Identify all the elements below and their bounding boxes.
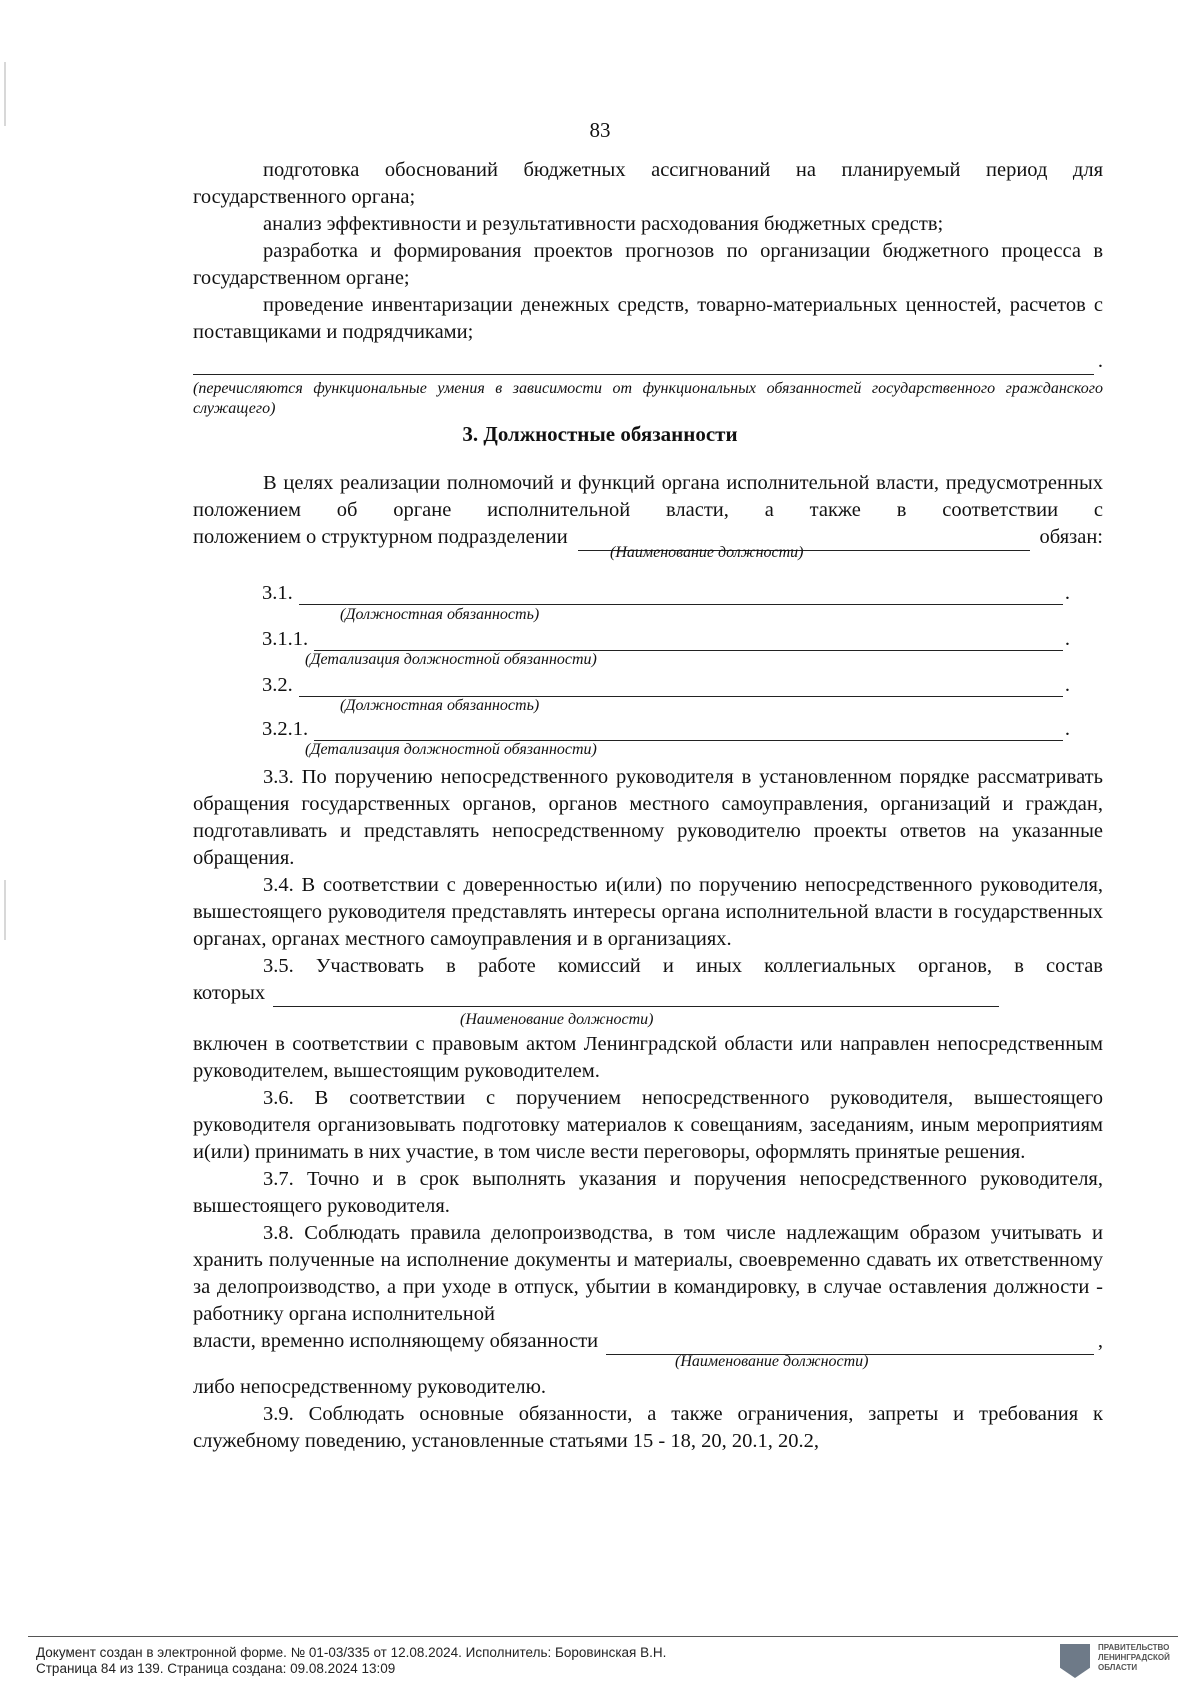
duty-hint: (Должностная обязанность) bbox=[340, 697, 540, 714]
duty-hint: (Должностная обязанность) bbox=[340, 606, 540, 623]
acting-position-hint: (Наименование должности) bbox=[675, 1353, 869, 1370]
duty-3-6: 3.6. В соответствии с поручением непосредственного руководителя, вышестоящего руководителя организовывать подготовку материалов к совещаниям, заседаниям, иным мероприятиям и(или) принимать в них участие, в том числе вести переговоры, оформлять принятые решения. bbox=[193, 1087, 1103, 1163]
duty-3-8-rest: либо непосредственному руководителю. bbox=[193, 1376, 547, 1398]
duty-3-3: 3.3. По поручению непосредственного руководителя в установленном порядке рассматривать обращения государственных органов, органов местного самоуправления, организаций и граждан, подготавливать и представлять непосредственному руководителю проекты ответов на указанные обращения. bbox=[193, 766, 1103, 869]
section-intro-text: В целях реализации полномочий и функций органа исполнительной власти, предусмотренных положением об органе исполнительной власти, а также в соответствии с bbox=[193, 472, 1103, 521]
coat-of-arms-icon bbox=[1060, 1644, 1090, 1678]
duty-row: 3.2.1. . bbox=[262, 718, 1070, 740]
duty-3-7: 3.7. Точно и в срок выполнять указания и поручения непосредственного руководителя, вышестоящего руководителя. bbox=[193, 1168, 1103, 1217]
skills-blank-row: . bbox=[193, 348, 1103, 375]
logo-text: ПРАВИТЕЛЬСТВО ЛЕНИНГРАДСКОЙ ОБЛАСТИ bbox=[1098, 1643, 1170, 1672]
skill-item: подготовка обоснований бюджетных ассигнований на планируемый период для государственного органа; bbox=[193, 159, 1103, 208]
footer-rule bbox=[28, 1636, 1178, 1637]
committee-hint: (Наименование должности) bbox=[460, 1011, 654, 1028]
skills-blank-line bbox=[193, 353, 1094, 375]
duty-row: 3.1. . bbox=[262, 582, 1070, 604]
footer-line-2: Страница 84 из 139. Страница создана: 09.08.2024 13:09 bbox=[36, 1661, 396, 1676]
scan-margin-mark bbox=[4, 880, 6, 940]
section-title: 3. Должностные обязанности bbox=[462, 422, 738, 446]
duty-hint: (Детализация должностной обязанности) bbox=[305, 651, 597, 668]
duty-blank-line bbox=[314, 719, 1063, 741]
duty-hint: (Детализация должностной обязанности) bbox=[305, 741, 597, 758]
duty-3-8: 3.8. Соблюдать правила делопроизводства, в том числе надлежащим образом учитывать и хранить полученные на исполнение документы и материалы, своевременно сдавать их ответственному за делопроизводство, а при уходе в отпуск, убытии в командировку, в случае оставления должности - работнику органа исполнительной bbox=[193, 1222, 1103, 1325]
duty-3-5-rest: включен в соответствии с правовым актом Ленинградской области или направлен непосредственным руководителем, вышестоящим руководителем. bbox=[193, 1033, 1103, 1082]
duties-block-b bbox=[193, 1031, 1103, 1355]
position-hint: (Наименование должности) bbox=[610, 544, 804, 561]
skills-note: (перечисляются функциональные умения в зависимости от функциональных обязанностей государственного гражданского служащего) bbox=[193, 380, 1103, 417]
skill-item: проведение инвентаризации денежных средств, товарно-материальных ценностей, расчетов с поставщиками и подрядчиками; bbox=[193, 294, 1103, 343]
duty-row: 3.2. . bbox=[262, 674, 1070, 696]
section-intro-last-line: положением о структурном подразделении обязан: bbox=[193, 524, 1103, 551]
duty-blank-line bbox=[299, 675, 1063, 697]
duty-blank-line bbox=[314, 629, 1063, 651]
section-intro bbox=[193, 470, 1103, 551]
skill-item: анализ эффективности и результативности расходования бюджетных средств; bbox=[263, 213, 944, 235]
duty-3-8-blank-row: власти, временно исполняющему обязанности , bbox=[193, 1328, 1103, 1355]
duty-3-4: 3.4. В соответствии с доверенностью и(или) по поручению непосредственного руководителя, вышестоящего руководителя представлять интересы органа исполнительной власти в государственных органах, органах местного самоуправления и в организациях. bbox=[193, 874, 1103, 950]
page-number: 83 bbox=[589, 118, 611, 142]
duty-3-5-first: 3.5. Участвовать в работе комиссий и иных коллегиальных органов, в состав bbox=[263, 955, 1103, 977]
scan-margin-mark bbox=[4, 62, 6, 126]
duty-row: 3.1.1. . bbox=[262, 628, 1070, 650]
acting-position-blank-line bbox=[606, 1333, 1094, 1355]
duties-block-c bbox=[193, 1374, 1103, 1455]
footer-line-1: Документ создан в электронной форме. № 01-03/335 от 12.08.2024. Исполнитель: Боровинская В.Н. bbox=[36, 1645, 667, 1660]
duty-3-5-blank-row: которых bbox=[193, 980, 1003, 1007]
duty-3-9: 3.9. Соблюдать основные обязанности, а также ограничения, запреты и требования к служебному поведению, установленные статьями 15 - 18, 20, 20.1, 20.2, bbox=[193, 1403, 1103, 1452]
duties-block-a bbox=[193, 764, 1103, 1007]
committee-blank-line bbox=[273, 985, 999, 1007]
skill-item: разработка и формирования проектов прогнозов по организации бюджетного процесса в государственном органе; bbox=[193, 240, 1103, 289]
skills-list bbox=[193, 157, 1103, 419]
duty-blank-line bbox=[299, 583, 1063, 605]
